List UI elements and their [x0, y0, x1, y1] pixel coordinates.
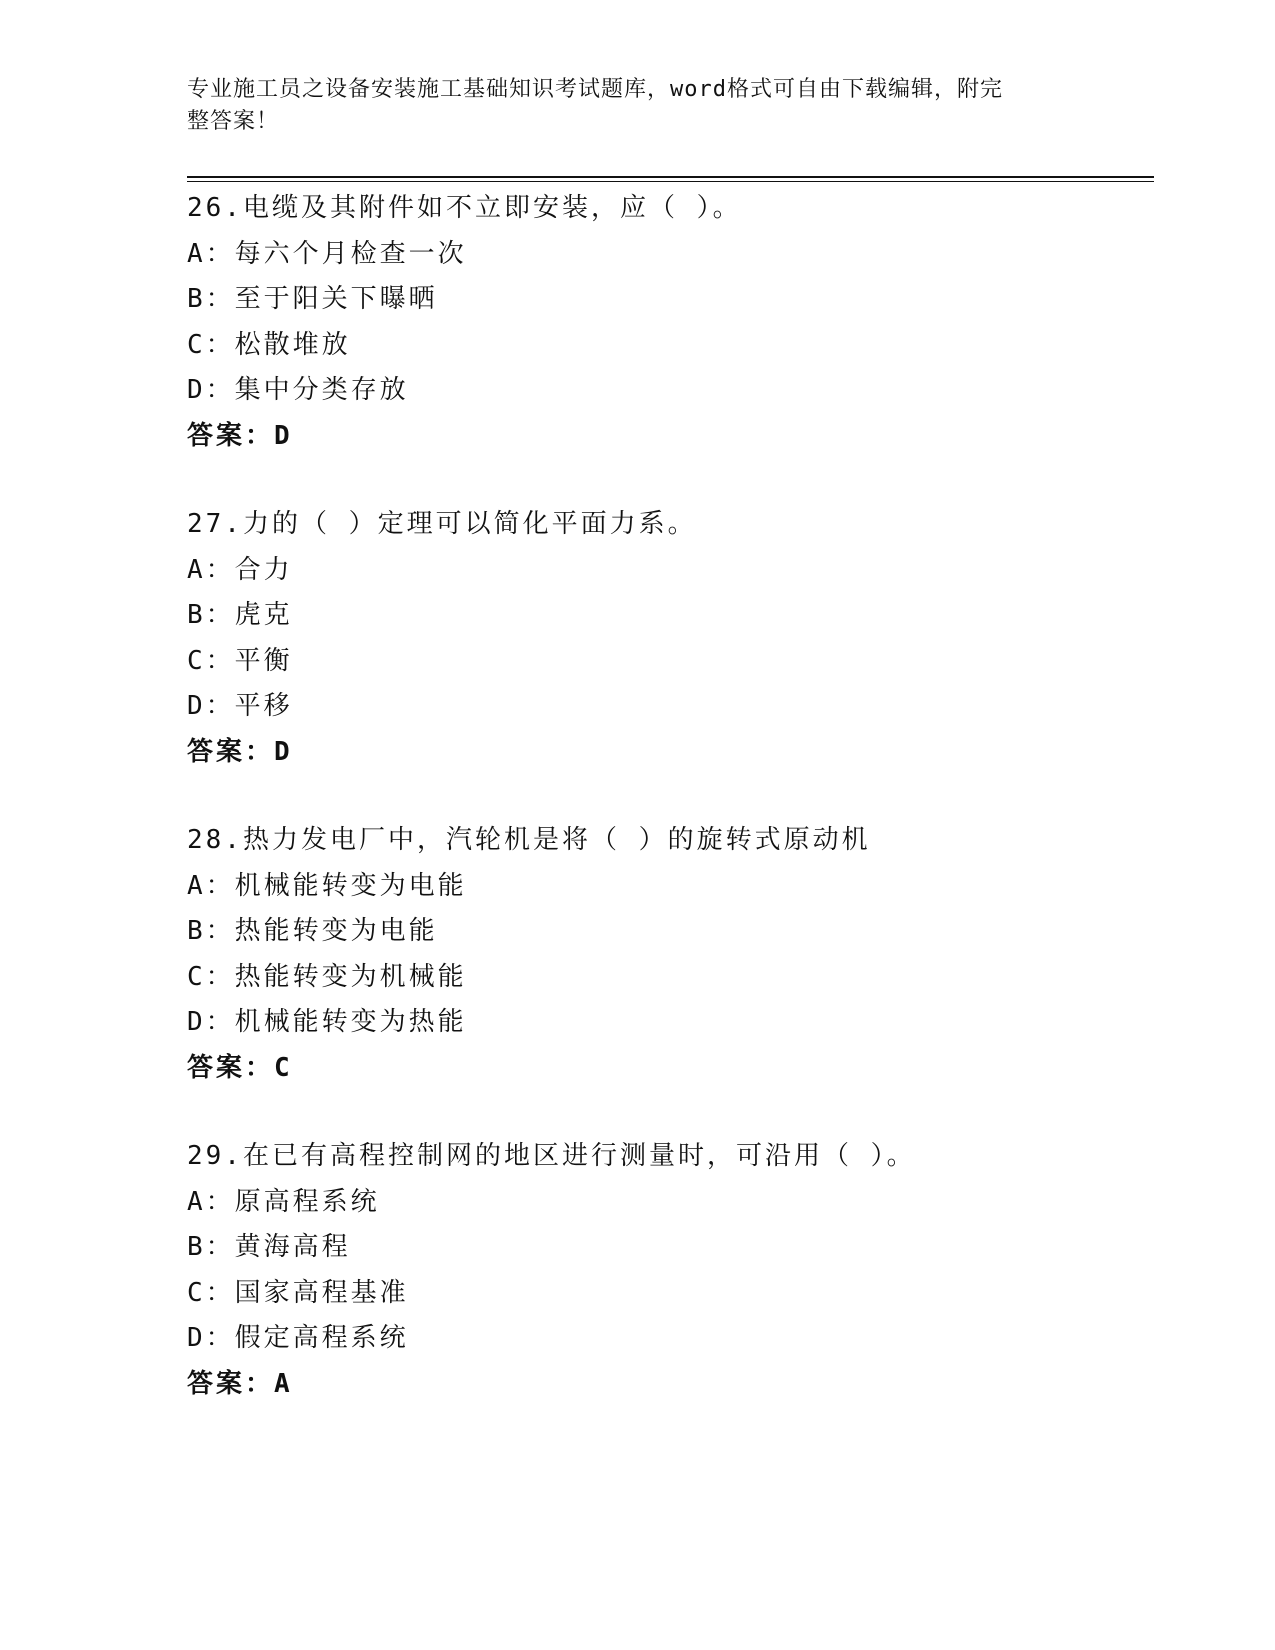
option-c: C：松散堆放: [187, 329, 351, 360]
option-a: A：机械能转变为电能: [187, 870, 467, 901]
option-b: B：虎克: [187, 600, 293, 630]
option-b: B：黄海高程: [187, 1232, 351, 1262]
question-29: [187, 1134, 1147, 1407]
header-line-1: 专业施工员之设备安装施工基础知识考试题库，word格式可自由下载编辑，附完: [187, 77, 1003, 102]
option-a: A：合力: [187, 554, 293, 585]
option-b: B：至于阳关下曝晒: [187, 284, 438, 314]
question-27: [187, 502, 1147, 775]
option-d: D：机械能转变为热能: [187, 1007, 467, 1037]
option-b: B：热能转变为电能: [187, 916, 438, 946]
option-d: D：集中分类存放: [187, 375, 409, 405]
answer: 答案：D: [187, 736, 293, 767]
option-a: A：原高程系统: [187, 1186, 380, 1217]
question-28: [187, 818, 1147, 1091]
answer: 答案：D: [187, 420, 293, 451]
header-line-2: 整答案！: [187, 109, 280, 134]
header-divider-thin: [187, 181, 1154, 182]
question-26: [187, 186, 1147, 459]
question-stem: 26.电缆及其附件如不立即安装，应（ ）。: [187, 193, 742, 223]
question-stem: 29.在已有高程控制网的地区进行测量时，可沿用（ ）。: [187, 1141, 916, 1171]
question-stem: 27.力的（ ）定理可以简化平面力系。: [187, 509, 697, 539]
header-divider-thick: [187, 176, 1154, 178]
option-c: C：平衡: [187, 645, 293, 676]
option-d: D：假定高程系统: [187, 1323, 409, 1353]
document-header: [187, 74, 1087, 138]
answer: 答案：C: [187, 1052, 293, 1083]
option-c: C：热能转变为机械能: [187, 961, 467, 992]
option-d: D：平移: [187, 691, 293, 721]
option-c: C：国家高程基准: [187, 1277, 409, 1308]
answer: 答案：A: [187, 1368, 293, 1399]
option-a: A：每六个月检查一次: [187, 238, 467, 269]
question-stem: 28.热力发电厂中，汽轮机是将（ ）的旋转式原动机: [187, 825, 871, 855]
